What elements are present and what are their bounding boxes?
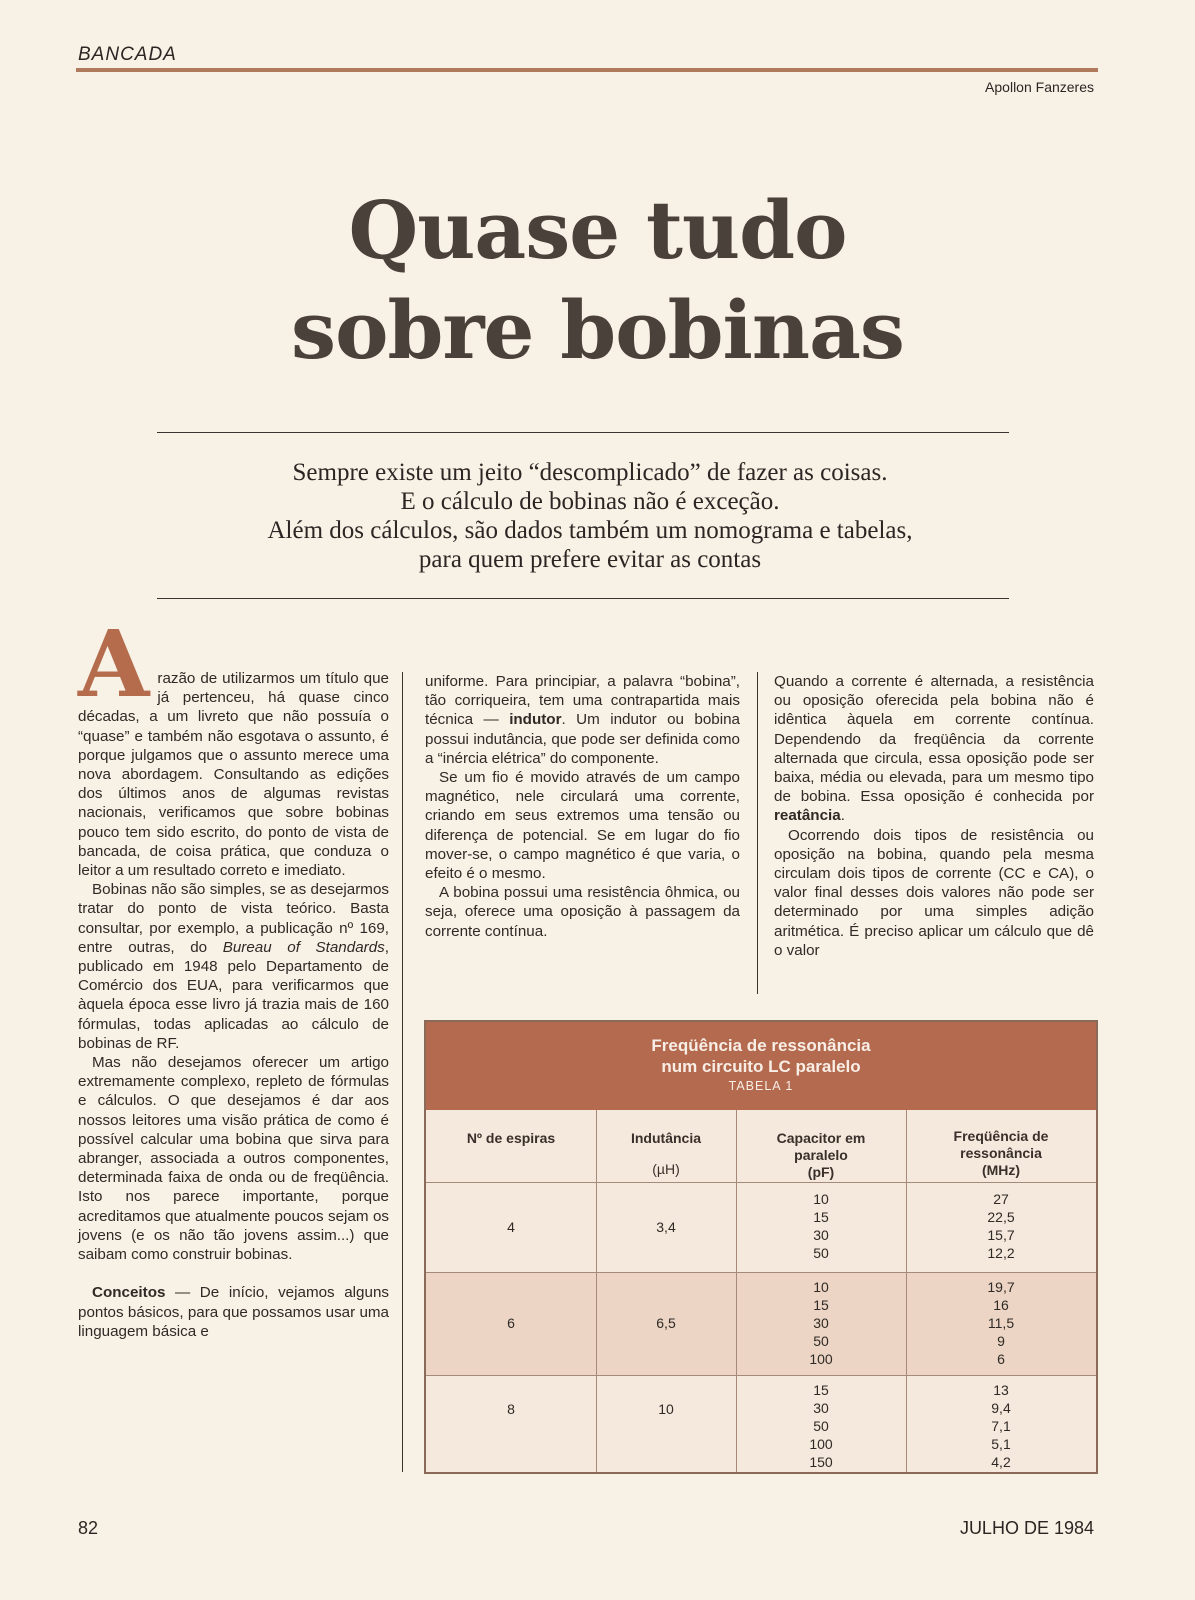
header-text: (pF) (807, 1164, 835, 1180)
bold-term: indutor (509, 711, 562, 729)
paragraph (78, 880, 389, 1053)
freq-value: 19,7 (987, 1279, 1015, 1295)
cap-value: 15 (813, 1382, 829, 1398)
cap-value: 10 (813, 1191, 829, 1207)
header-text: (MHz) (981, 1162, 1021, 1178)
article-subtitle (140, 458, 1040, 574)
cell-frequencies (906, 1381, 1096, 1471)
paragraph (425, 768, 740, 883)
cap-value: 50 (813, 1245, 829, 1261)
header-text: Capacitor em (776, 1130, 866, 1146)
paragraph-text: , publicado em 1948 pelo Departamento de Comércio dos EUA, para verificarmos que àquela época esse livro já trazia mais de 160 fórmulas, todas aplicadas ao cálculo de bobinas de RF. (78, 938, 389, 1052)
cell-capacitors (736, 1278, 906, 1368)
cell-inductance: 6,5 (656, 1315, 676, 1331)
subtitle-line: para quem prefere evitar as contas (418, 546, 762, 573)
paragraph (774, 672, 1094, 826)
cap-value: 100 (809, 1351, 833, 1367)
col-header-turns (426, 1110, 596, 1182)
cap-value: 30 (813, 1227, 829, 1243)
table-row-divider (426, 1272, 1096, 1273)
column-1 (78, 610, 389, 1341)
paragraph (78, 1053, 389, 1264)
cap-value: 50 (813, 1333, 829, 1349)
paragraph (78, 1283, 389, 1341)
freq-value: 27 (993, 1191, 1009, 1207)
freq-value: 6 (997, 1351, 1005, 1367)
paragraph-text: . (840, 807, 845, 825)
cap-value: 10 (813, 1279, 829, 1295)
paragraph-text: Bobinas não são simples, se as desejarmos tratar do ponto de vista teórico. Basta consultar, por exemplo, a publicação nº 169, entre outras, do (78, 881, 389, 956)
freq-value: 16 (993, 1297, 1009, 1313)
freq-value: 5,1 (991, 1436, 1011, 1452)
emphasis: Bureau of Standards (222, 938, 385, 956)
paragraph-text: A bobina possui uma resistência ôhmica, ou seja, oferece uma oposição à passagem da corrente contínua. (425, 884, 740, 940)
paragraph-text: Se um fio é movido através de um campo magnético, nele circulará uma corrente, criando em seus extremos uma tensão ou diferença de potencial. Se em lugar do fio mover-se, o campo magnético é que varia, o efeito é o mesmo. (425, 769, 740, 883)
column-3 (774, 672, 1094, 960)
cap-value: 50 (813, 1418, 829, 1434)
freq-value: 15,7 (987, 1227, 1015, 1243)
column-divider (757, 672, 758, 994)
cell-turns: 8 (507, 1401, 515, 1417)
issue-date: JULHO DE 1984 (959, 1518, 1094, 1538)
author-name: Apollon Fanzeres (985, 79, 1094, 95)
col-header-capacitor (736, 1110, 906, 1182)
cell-inductance: 3,4 (656, 1219, 676, 1235)
cell-turns: 6 (507, 1315, 515, 1331)
bold-term: reatância (774, 807, 841, 825)
col-header-frequency (906, 1110, 1096, 1182)
table-title (426, 1035, 1096, 1077)
paragraph-text: razão de utilizarmos um título que já pertenceu, há quase cinco décadas, a um livreto que não possuía o “quase” e também não esgotava o assunto, é porque julgamos que o assunto merece uma nova abordagem. Consultando as edições dos últimos anos de algumas revistas nacionais, verificamos que sobre bobinas pouco tem sido escrito, do ponto de vista de bancada, de coisa prática, que conduza o leitor a um resultado correto e imediato. (78, 670, 389, 880)
paragraph-text: . Um indutor ou bobina possui indutância, que pode ser definida como a “inércia elétrica” do componente. (425, 711, 741, 767)
freq-value: 9 (997, 1333, 1005, 1349)
article-title (0, 180, 1195, 380)
table-row-divider (426, 1182, 1096, 1183)
subtitle-line: E o cálculo de bobinas não é exceção. (400, 488, 780, 515)
header-text: Nº de espiras (466, 1130, 556, 1146)
freq-value: 4,2 (991, 1454, 1011, 1470)
cap-value: 15 (813, 1209, 829, 1225)
paragraph-text: Mas não desejamos oferecer um artigo extremamente complexo, repleto de fórmulas e cálculos. O que desejamos é dar aos nossos leitores uma visão prática de como é possível calcular uma bobina que sirva para abranger, associada a outros componentes, determinada faixa de onda ou de freqüência. Isto nos parece importante, porque acreditamos que atualmente poucos sejam os jovens (e os não tão jovens assim...) que saibam como construir bobinas. (78, 1054, 389, 1264)
cell-frequencies (906, 1190, 1096, 1262)
table-title-line: num circuito LC paralelo (661, 1057, 861, 1076)
col-header-inductance (596, 1110, 736, 1182)
paragraph (425, 883, 740, 941)
freq-value: 12,2 (987, 1245, 1015, 1261)
header-rule (76, 68, 1098, 72)
title-line-1: Quase tudo (348, 183, 847, 277)
subtitle-line: Além dos cálculos, são dados também um nomograma e tabelas, (267, 517, 913, 544)
table-row-divider (426, 1375, 1096, 1376)
column-divider (402, 672, 403, 1472)
drop-cap: A (78, 610, 150, 718)
header-text: paralelo (794, 1147, 848, 1163)
paragraph-text: Quando a corrente é alternada, a resistência ou oposição oferecida pela bobina não é idêntica àquela em corrente contínua. Dependendo da freqüência da corrente alternada que circula, essa oposição pode ser baixa, média ou elevada, para um mesmo tipo de bobina. Essa oposição é conhecida por (774, 673, 1094, 806)
paragraph-text: uniforme. Para principiar, a palavra “bobina”, tão corriqueira, tem uma contrapartida mais técnica — (425, 673, 740, 729)
cell-capacitors (736, 1381, 906, 1471)
header-text: ressonância (960, 1145, 1042, 1161)
subtitle-rule-top (157, 432, 1009, 433)
paragraph (774, 826, 1094, 960)
cell-capacitors (736, 1190, 906, 1262)
table-label: TABELA 1 (728, 1079, 794, 1093)
header-text: (µH) (652, 1161, 680, 1177)
column-2 (425, 672, 740, 941)
freq-value: 13 (993, 1382, 1009, 1398)
cell-inductance: 10 (658, 1401, 674, 1417)
cap-value: 30 (813, 1400, 829, 1416)
header-text: Freqüência de (953, 1128, 1049, 1144)
page-number: 82 (78, 1518, 99, 1538)
header-text: Indutância (630, 1130, 701, 1146)
paragraph-text: — De início, vejamos alguns pontos básicos, para que possamos usar uma linguagem básica e (78, 1284, 389, 1340)
cap-value: 30 (813, 1315, 829, 1331)
cap-value: 100 (809, 1436, 833, 1452)
table-title-band (426, 1022, 1096, 1110)
title-line-2: sobre bobinas (291, 283, 904, 377)
cell-turns: 4 (507, 1219, 515, 1235)
subheading: Conceitos (92, 1284, 166, 1302)
paragraph (425, 672, 740, 768)
table-title-line: Freqüência de ressonância (651, 1036, 871, 1055)
cell-frequencies (906, 1278, 1096, 1368)
subtitle-line: Sempre existe um jeito “descomplicado” de fazer as coisas. (292, 459, 888, 486)
freq-value: 22,5 (987, 1209, 1015, 1225)
freq-value: 11,5 (987, 1315, 1015, 1331)
freq-value: 7,1 (991, 1418, 1011, 1434)
table-1 (424, 1020, 1098, 1474)
section-label: BANCADA (78, 44, 177, 65)
subtitle-rule-bottom (157, 598, 1009, 599)
cap-value: 150 (809, 1454, 833, 1470)
cap-value: 15 (813, 1297, 829, 1313)
freq-value: 9,4 (991, 1400, 1011, 1416)
paragraph-text: Ocorrendo dois tipos de resistência ou oposição na bobina, quando pela mesma circulam dois tipos de corrente (CC e CA), o valor final desses dois valores não pode ser determinado por uma simples adição aritmética. É preciso aplicar um cálculo que dê o valor (774, 826, 1094, 959)
